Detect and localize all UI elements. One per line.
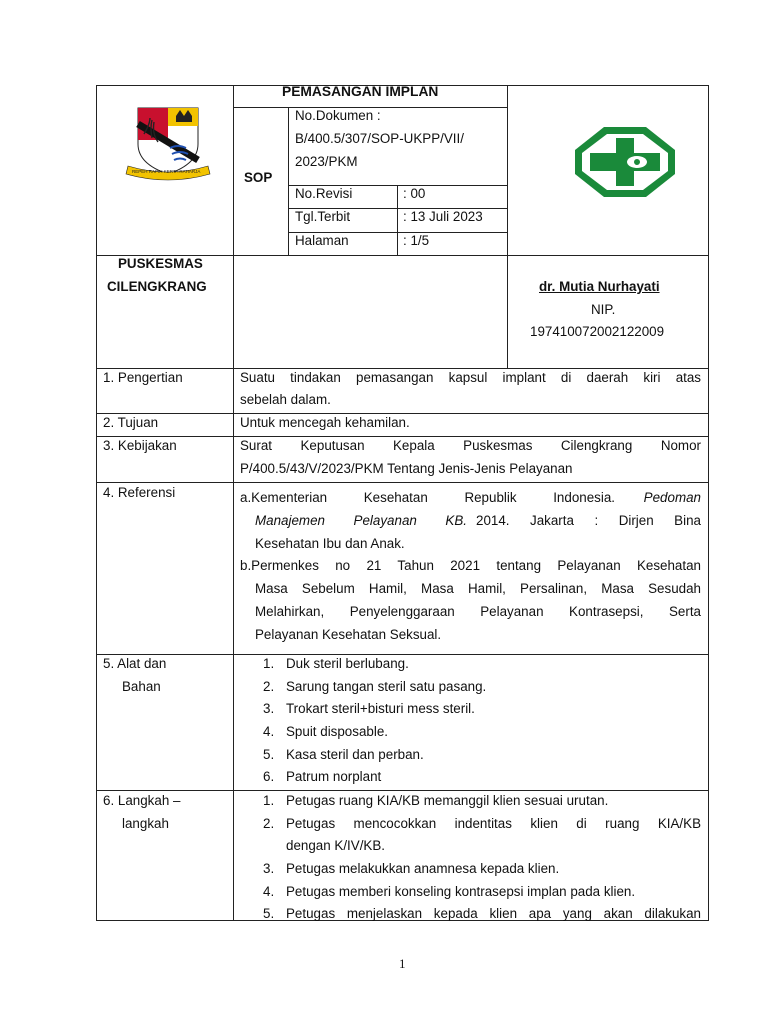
- list-item-number: 4.: [263, 724, 275, 739]
- crest-banner-text: REPEH RAPIH KERTA RAHARJA: [132, 169, 201, 174]
- page-number: 1: [399, 956, 406, 971]
- list-item: Sarung tangan steril satu pasang.: [286, 679, 487, 694]
- issued-label: Tgl.Terbit: [295, 209, 351, 224]
- referensi-b-line2: Masa Sebelum Hamil, Masa Hamil, Persalinan, Masa Sesudah: [255, 581, 701, 596]
- puskesmas-logo: [572, 124, 678, 200]
- referensi-a-line1-text: a.Kementerian Kesehatan Republik Indonesia.: [240, 490, 615, 505]
- list-item-number: 5.: [263, 747, 275, 762]
- doc-no-line1: B/400.5/307/SOP-UKPP/VII/: [295, 131, 464, 146]
- pengertian-line2: sebelah dalam.: [240, 392, 331, 407]
- list-item-number: 3.: [263, 861, 275, 876]
- kebijakan-label: 3. Kebijakan: [103, 438, 177, 453]
- list-item: Spuit disposable.: [286, 724, 388, 739]
- referensi-a-line3: Kesehatan Ibu dan Anak.: [255, 536, 405, 551]
- referensi-b-line4: Pelayanan Kesehatan Seksual.: [255, 627, 442, 642]
- list-item: Petugas ruang KIA/KB memanggil klien sesuai urutan.: [286, 793, 609, 808]
- alat-label-line1: 5. Alat dan: [103, 656, 167, 671]
- list-item-number: 2.: [263, 679, 275, 694]
- list-item: Petugas menjelaskan kepada klien apa yang akan dilakukan: [286, 906, 701, 921]
- list-item-number: 5.: [263, 906, 275, 921]
- list-item-number: 1.: [263, 793, 275, 808]
- list-item: Patrum norplant: [286, 769, 382, 784]
- list-item-number: 6.: [263, 769, 275, 784]
- signer-nip: 197410072002122009: [530, 324, 665, 339]
- referensi-label: 4. Referensi: [103, 485, 176, 500]
- list-item: Duk steril berlubang.: [286, 656, 409, 671]
- list-item: Trokart steril+bisturi mess steril.: [286, 701, 475, 716]
- list-item-number: 4.: [263, 884, 275, 899]
- issued-value: : 13 Juli 2023: [403, 209, 483, 224]
- list-item-number: 1.: [263, 656, 275, 671]
- list-item-number: 3.: [263, 701, 275, 716]
- doc-no-line2: 2023/PKM: [295, 154, 358, 169]
- page-value: : 1/5: [403, 233, 430, 248]
- regency-crest-logo: [114, 104, 218, 184]
- tujuan-label: 2. Tujuan: [103, 415, 159, 430]
- kebijakan-line2: P/400.5/43/V/2023/PKM Tentang Jenis-Jenis Pelayanan: [240, 461, 573, 476]
- list-item: Kasa steril dan perban.: [286, 747, 424, 762]
- referensi-a-line2: [255, 513, 701, 529]
- langkah-label-line2: langkah: [122, 816, 169, 831]
- tujuan-text: Untuk mencegah kehamilan.: [240, 415, 410, 430]
- referensi-a-line2-rest: 2014. Jakarta : Dirjen Bina: [476, 513, 701, 528]
- referensi-a-line1: [240, 490, 701, 506]
- alat-label-line2: Bahan: [122, 679, 161, 694]
- revision-label: No.Revisi: [295, 186, 353, 201]
- sop-label: SOP: [244, 170, 273, 185]
- referensi-a-line1-italic: Pedoman: [643, 490, 701, 505]
- kebijakan-line1: Surat Keputusan Kepala Puskesmas Cilengkrang Nomor: [240, 438, 701, 453]
- list-item-continuation: dengan K/IV/KB.: [286, 838, 386, 853]
- list-item: Petugas mencocokkan indentitas klien di ruang KIA/KB: [286, 816, 701, 831]
- page-label: Halaman: [295, 233, 349, 248]
- referensi-a-line2-italic: Manajemen Pelayanan KB.: [255, 513, 467, 528]
- langkah-label-line1: 6. Langkah –: [103, 793, 181, 808]
- list-item: Petugas memberi konseling kontrasepsi implan pada klien.: [286, 884, 636, 899]
- pengertian-label: 1. Pengertian: [103, 370, 183, 385]
- referensi-b-line1: b.Permenkes no 21 Tahun 2021 tentang Pelayanan Kesehatan: [240, 558, 701, 573]
- pengertian-line1: Suatu tindakan pemasangan kapsul implant di daerah kiri atas: [240, 370, 701, 385]
- org-name-line1: PUSKESMAS: [118, 256, 203, 271]
- referensi-b-line3: Melahirkan, Penyelenggaraan Pelayanan Kontrasepsi, Serta: [255, 604, 701, 619]
- revision-value: : 00: [403, 186, 426, 201]
- signer-name: dr. Mutia Nurhayati: [539, 279, 660, 294]
- list-item: Petugas melakukkan anamnesa kepada klien.: [286, 861, 560, 876]
- signer-nip-label: NIP.: [591, 302, 616, 317]
- document-title: PEMASANGAN IMPLAN: [282, 84, 439, 99]
- doc-no-label: No.Dokumen :: [295, 108, 381, 123]
- list-item-number: 2.: [263, 816, 275, 831]
- org-name-line2: CILENGKRANG: [107, 279, 207, 294]
